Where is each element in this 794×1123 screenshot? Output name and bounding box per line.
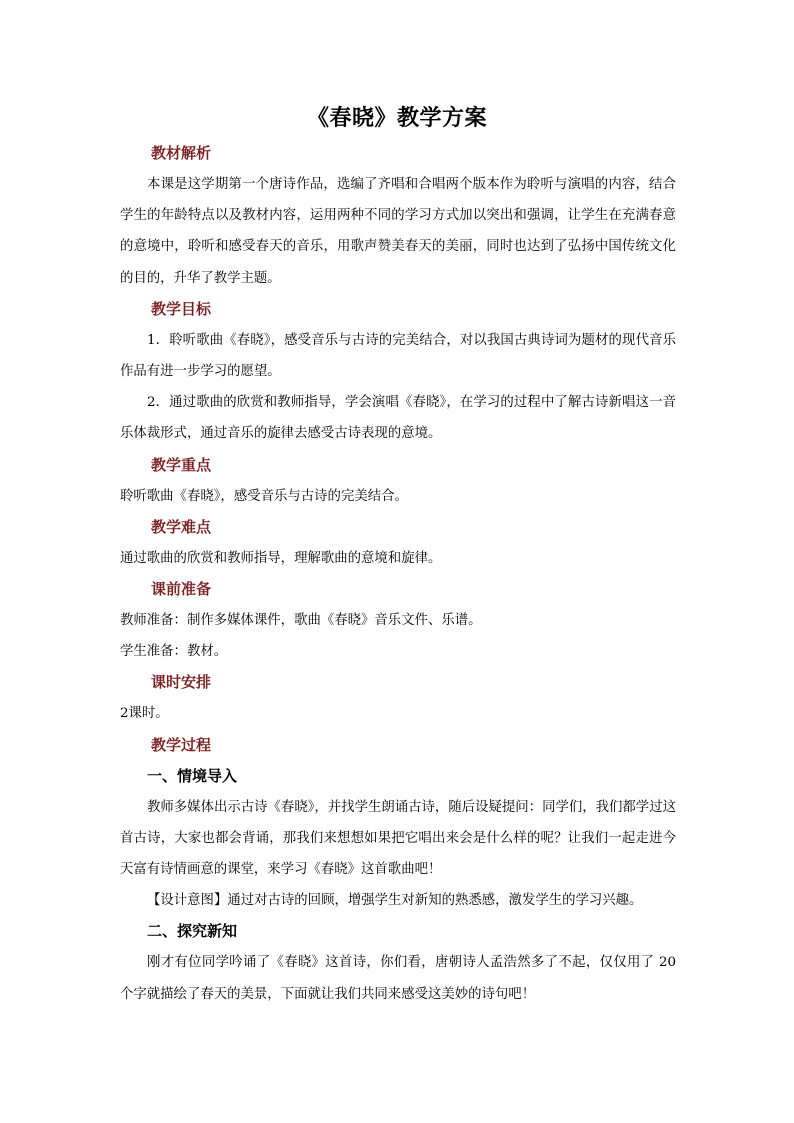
teacher-preparation: 教师准备：制作多媒体课件，歌曲《春晓》音乐文件、乐谱。 (120, 613, 482, 629)
section-heading-goals: 教学目标 (151, 299, 212, 318)
process-part2-paragraph: 刚才有位同学吟诵了《春晓》这首诗，你们看，唐朝诗人孟浩然多了不起，仅仅用了 20个字就描绘了春天的美景，下面就让我们共同来感受这美妙的诗句吧！ (120, 955, 676, 1002)
schedule-paragraph: 2课时。 (120, 706, 169, 722)
analysis-paragraph: 本课是这学期第一个唐诗作品，选编了齐唱和合唱两个版本作为聆听与演唱的内容，结合学生的年龄特点以及教材内容，运用两种不同的学习方式加以突出和强调，让学生在充满春意的意境中，聆听和感受春天的音乐，用歌声赞美春天的美丽，同时也达到了弘扬中国传统文化的目的，升华了教学主题。 (120, 177, 676, 286)
key-point-paragraph: 聆听歌曲《春晓》，感受音乐与古诗的完美结合。 (120, 488, 408, 504)
section-heading-analysis: 教材解析 (151, 144, 212, 162)
student-preparation: 学生准备：教材。 (120, 644, 228, 660)
section-heading-difficulty: 教学难点 (151, 517, 212, 536)
process-part1-heading: 一、情境导入 (147, 766, 238, 785)
section-heading-key-point: 教学重点 (151, 455, 212, 474)
document-title: 《春晓》教学方案 (306, 105, 487, 131)
design-intent-paragraph: 【设计意图】通过对古诗的回顾，增强学生对新知的熟悉感，激发学生的学习兴趣。 (147, 893, 643, 909)
process-part1-paragraph: 教师多媒体出示古诗《春晓》，并找学生朗诵古诗，随后设疑提问：同学们，我们都学过这首古诗，大家也都会背诵，那我们来想想如果把它唱出来会是什么样的呢？让我们一起走进今天富有诗情画意的课堂，来学习《春晓》这首歌曲吧！ (120, 799, 676, 878)
section-heading-preparation: 课前准备 (151, 580, 212, 599)
goal-item-2: 2．通过歌曲的欣赏和教师指导，学会演唱《春晓》，在学习的过程中了解古诗新唱这一音乐体裁形式，通过音乐的旋律去感受古诗表现的意境。 (120, 395, 676, 442)
section-heading-schedule: 课时安排 (151, 673, 212, 692)
process-part2-heading: 二、探究新知 (147, 922, 238, 941)
goal-item-1: 1．聆听歌曲《春晓》，感受音乐与古诗的完美结合，对以我国古典诗词为题材的现代音乐作品有进一步学习的愿望。 (120, 332, 676, 380)
difficulty-paragraph: 通过歌曲的欣赏和教师指导，理解歌曲的意境和旋律。 (120, 550, 442, 566)
document-body (120, 138, 676, 1010)
section-heading-process: 教学过程 (151, 735, 212, 754)
